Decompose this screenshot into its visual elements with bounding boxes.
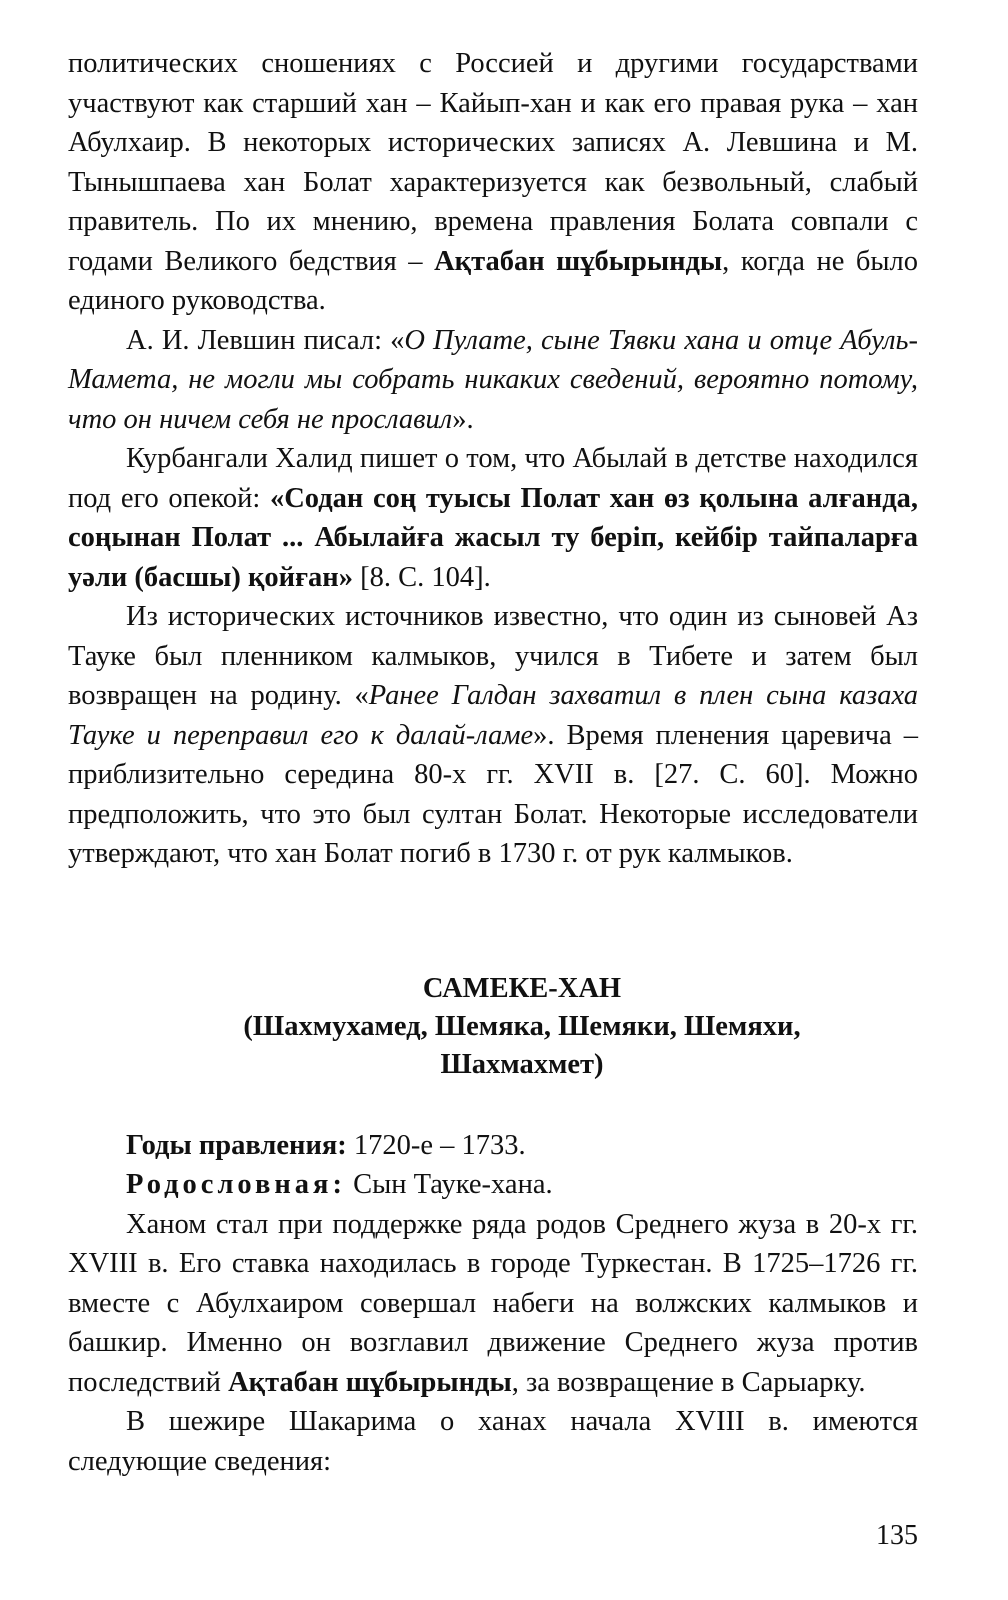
- paragraph-2: А. И. Левшин писал: «О Пулате, сыне Тявки хана и отце Абуль-Мамета, не могли мы собрать никаких сведений, вероятно потому, что он ничем себя не прославил».: [68, 324, 918, 435]
- lineage-label: Родословная:: [126, 1169, 346, 1200]
- bold-term: Ақтабан шұбырынды: [434, 245, 723, 277]
- section-spacer: [68, 874, 918, 970]
- italic-quote: О Пулате, сыне Тявки хана и отце Абуль-Мамета, не могли мы собрать никаких сведений, вероятно потому, что он ничем себя не прославил: [68, 324, 918, 435]
- paragraph-5: Ханом стал при поддержке ряда родов Среднего жуза в 20-х гг. XVIII в. Его ставка находилась в городе Туркестан. В 1725–1726 гг. вместе с Абулхаиром совершал набеги на волжских калмыков и башкир. Именно он возглавил движение Среднего жуза против последствий Ақтабан шұбырынды, за возвращение в Сарыарку.: [68, 1208, 918, 1398]
- reign-value: 1720-е – 1733.: [346, 1129, 526, 1161]
- italic-quote: Ранее Галдан захватил в плен сына казаха Тауке и переправил его к далай-ламе: [68, 680, 918, 751]
- paragraph-1: политических сношениях с Россией и другими государствами участвуют как старший хан – Кайып-хан и как его правая рука – хан Абулхаир. В некоторых исторических записях А. Левшина и М. Тынышпаева хан Болат характеризуется как безвольный, слабый правитель. По их мнению, времена правления Болата совпали с годами Великого бедствия – Ақтабан шұбырынды, когда не было единого руководства.: [68, 48, 919, 316]
- paragraph-3: Курбангали Халид пишет о том, что Абылай в детстве находился под его опекой: «Содан соң туысы Полат хан өз қолына алғанда, соңынан Полат ... Абылайға жасыл ту беріп, кейбір тайпаларға уәли (басшы) қойған» [8. С. 104].: [68, 443, 918, 593]
- bold-quote: «Содан соң туысы Полат хан өз қолына алғанда, соңынан Полат ... Абылайға жасыл ту беріп, кейбір тайпаларға уәли (басшы) қойған»: [68, 482, 918, 593]
- lineage-value: Сын Тауке-хана.: [345, 1169, 553, 1200]
- reign-line: [68, 1126, 918, 1166]
- section-heading: [126, 970, 918, 1084]
- document-body: [68, 44, 918, 1481]
- lineage-line: [68, 1165, 918, 1205]
- bold-term: Ақтабан шұбырынды: [228, 1366, 512, 1398]
- paragraph-6: В шежире Шакарима о ханах начала XVIII в. имеются следующие сведения:: [68, 1406, 918, 1477]
- reign-label: Годы правления:: [126, 1129, 347, 1161]
- section-subtitle: (Шахмухамед, Шемяка, Шемяки, Шемяхи, Шахмахмет): [243, 1010, 801, 1080]
- heading-spacer: [68, 1084, 918, 1126]
- section-title: САМЕКЕ-ХАН: [422, 972, 622, 1004]
- page-number: 135: [876, 1520, 918, 1551]
- paragraph-4: Из исторических источников известно, что один из сыновей Аз Тауке был пленником калмыков, учился в Тибете и затем был возвращен на родину. «Ранее Галдан захватил в плен сына казаха Тауке и переправил его к далай-ламе». Время пленения царевича – приблизительно середина 80-х гг. XVII в. [27. С. 60]. Можно предположить, что это был султан Болат. Некоторые исследователи утверждают, что хан Болат погиб в 1730 г. от рук калмыков.: [68, 601, 919, 869]
